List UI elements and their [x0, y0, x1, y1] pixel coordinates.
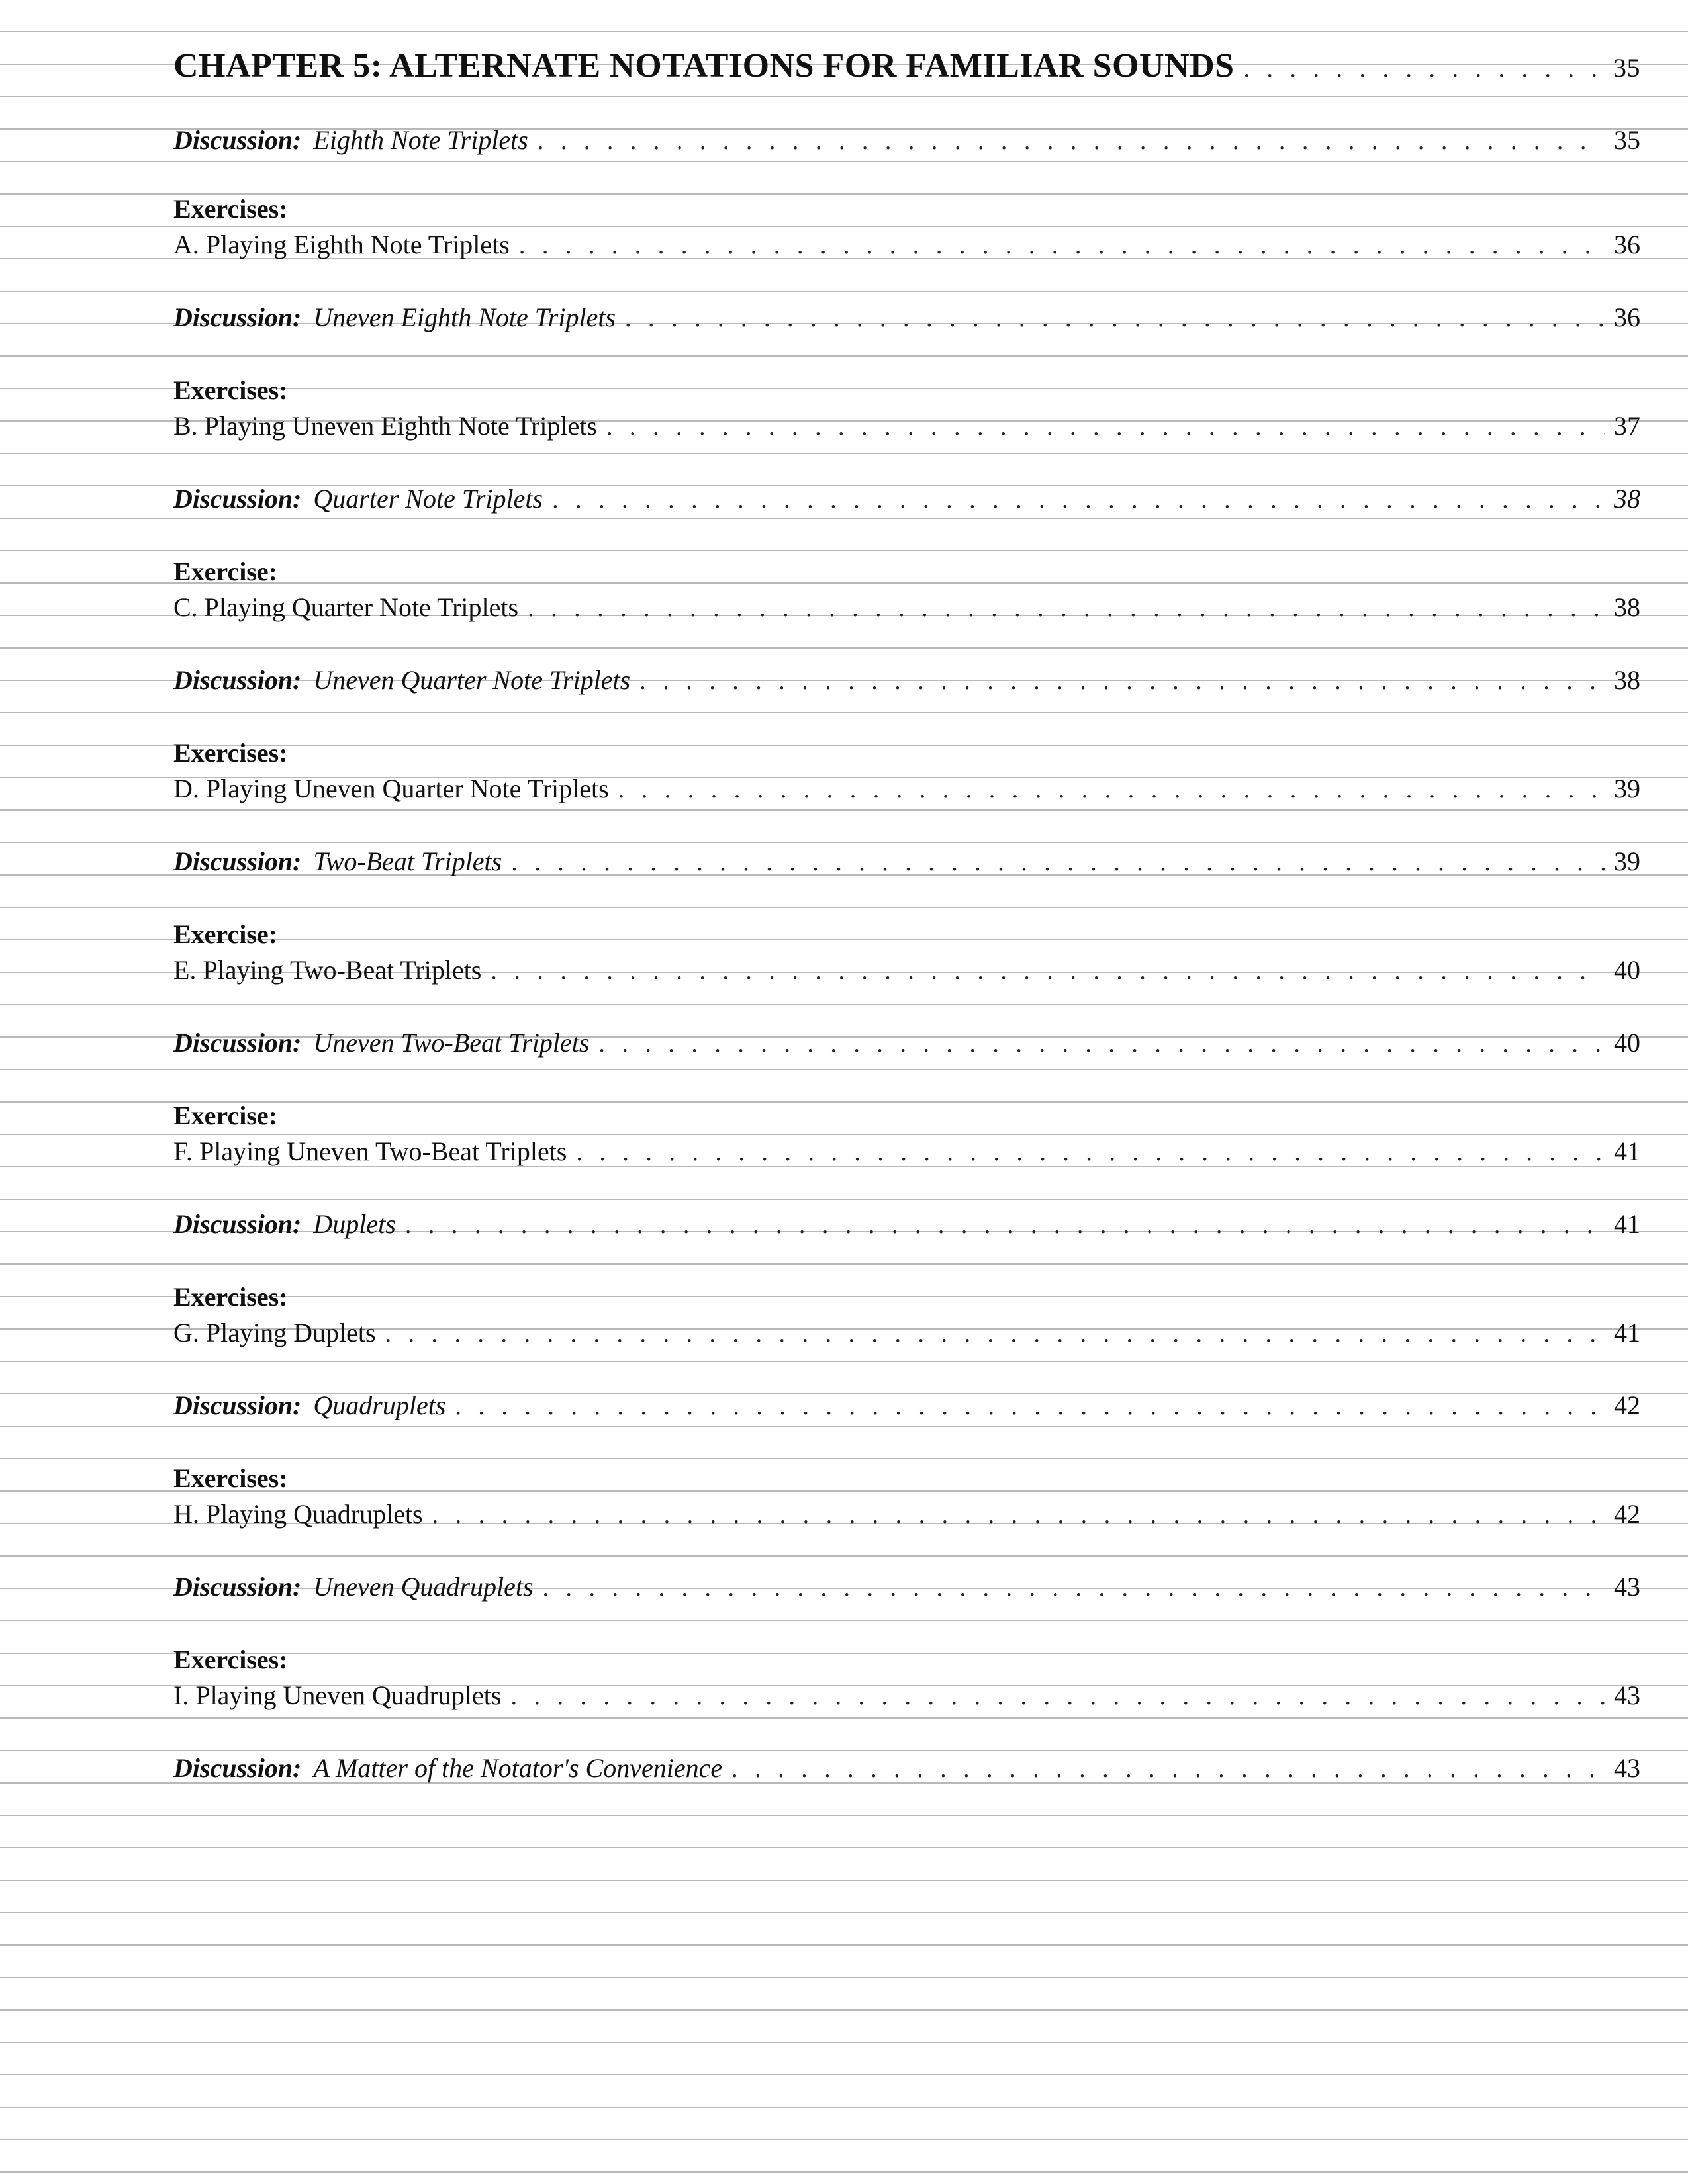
dot-leader — [432, 1500, 1605, 1529]
toc-discussion-row — [173, 1571, 1640, 1602]
discussion-topic: A Matter of the Notator's Convenience — [313, 1753, 723, 1783]
toc-discussion-row — [173, 124, 1640, 156]
dot-leader — [405, 1210, 1605, 1240]
dot-leader — [510, 1682, 1605, 1711]
page-number: 38 — [1614, 665, 1640, 695]
toc-discussion-row — [173, 664, 1640, 696]
page-number: 43 — [1614, 1753, 1640, 1783]
toc-exercises-heading — [173, 1281, 1640, 1312]
toc-exercise-row — [173, 773, 1640, 804]
toc-exercises-heading — [173, 556, 1640, 587]
dot-leader — [731, 1754, 1605, 1784]
dot-leader — [606, 412, 1605, 441]
discussion-label: Discussion: — [173, 302, 302, 332]
toc-exercises-heading — [173, 919, 1640, 950]
discussion-label: Discussion: — [173, 665, 302, 695]
toc-exercise-row — [173, 592, 1640, 623]
page-number: 40 — [1614, 1028, 1640, 1058]
exercise-title: D. Playing Uneven Quarter Note Triplets — [173, 774, 609, 803]
chapter-page-number: 35 — [1613, 53, 1640, 83]
page-number: 43 — [1614, 1680, 1640, 1710]
exercise-title: G. Playing Duplets — [173, 1318, 376, 1347]
exercise-title: E. Playing Two-Beat Triplets — [173, 955, 482, 985]
discussion-topic: Two-Beat Triplets — [313, 846, 502, 876]
dot-leader — [543, 1573, 1605, 1602]
discussion-topic: Uneven Quadruplets — [313, 1572, 534, 1602]
toc-exercises-heading — [173, 375, 1640, 406]
dot-leader — [491, 956, 1605, 985]
discussion-topic: Quadruplets — [313, 1390, 446, 1420]
discussion-topic: Eighth Note Triplets — [313, 125, 528, 155]
exercises-heading-label: Exercise: — [173, 919, 277, 949]
page-number: 42 — [1614, 1499, 1640, 1529]
page-number: 42 — [1614, 1390, 1640, 1420]
exercise-title: C. Playing Quarter Note Triplets — [173, 592, 519, 622]
page-number: 41 — [1614, 1318, 1640, 1347]
page-number: 38 — [1614, 484, 1640, 514]
toc-discussion-row — [173, 302, 1640, 333]
page-number: 35 — [1614, 125, 1640, 155]
exercises-heading-label: Exercises: — [173, 1463, 288, 1493]
exercise-title: F. Playing Uneven Two-Beat Triplets — [173, 1136, 567, 1166]
page-number: 41 — [1614, 1136, 1640, 1166]
toc-exercises-heading — [173, 1644, 1640, 1675]
page-number: 39 — [1614, 774, 1640, 803]
toc-discussion-row — [173, 1390, 1640, 1421]
discussion-topic: Duplets — [313, 1209, 396, 1239]
dot-leader — [552, 485, 1605, 514]
dot-leader — [385, 1319, 1605, 1348]
exercises-heading-label: Exercises: — [173, 1645, 288, 1674]
exercise-title: I. Playing Uneven Quadruplets — [173, 1680, 502, 1710]
exercises-heading-label: Exercise: — [173, 1101, 277, 1130]
exercises-heading-label: Exercises: — [173, 194, 288, 224]
page-number: 36 — [1614, 230, 1640, 259]
page-number: 36 — [1614, 302, 1640, 332]
exercise-title: A. Playing Eighth Note Triplets — [173, 230, 510, 259]
chapter-heading-row — [173, 46, 1640, 85]
dot-leader — [528, 594, 1605, 623]
toc-discussion-row — [173, 1208, 1640, 1240]
chapter-title: CHAPTER 5: ALTERNATE NOTATIONS FOR FAMILIAR SOUNDS — [173, 47, 1235, 85]
dot-leader — [598, 1029, 1605, 1058]
discussion-topic: Uneven Two-Beat Triplets — [313, 1028, 590, 1058]
exercises-heading-label: Exercises: — [173, 1282, 288, 1312]
discussion-topic: Uneven Eighth Note Triplets — [313, 302, 616, 332]
dot-leader — [576, 1138, 1605, 1167]
toc-discussion-row — [173, 1752, 1640, 1784]
toc-discussion-row — [173, 483, 1640, 514]
toc-exercises-heading — [173, 737, 1640, 768]
toc-exercise-row — [173, 229, 1640, 260]
page-number: 38 — [1614, 592, 1640, 622]
discussion-topic: Quarter Note Triplets — [313, 484, 543, 514]
dot-leader — [538, 126, 1605, 156]
dot-leader — [625, 304, 1605, 333]
page-number: 37 — [1614, 411, 1640, 441]
page-number: 40 — [1614, 955, 1640, 985]
toc-discussion-row — [173, 846, 1640, 877]
discussion-label: Discussion: — [173, 846, 302, 876]
toc-exercise-row — [173, 954, 1640, 985]
dot-leader — [1244, 54, 1604, 83]
toc-exercise-row — [173, 1498, 1640, 1529]
discussion-label: Discussion: — [173, 1753, 302, 1783]
dot-leader — [639, 666, 1605, 696]
page-number: 41 — [1614, 1209, 1640, 1239]
page-number: 43 — [1614, 1572, 1640, 1602]
toc-exercises-heading — [173, 1463, 1640, 1494]
dot-leader — [519, 231, 1605, 260]
dot-leader — [511, 848, 1605, 877]
dot-leader — [618, 775, 1605, 804]
dot-leader — [455, 1392, 1605, 1421]
discussion-label: Discussion: — [173, 1028, 302, 1058]
discussion-topic: Uneven Quarter Note Triplets — [313, 665, 631, 695]
toc-exercise-row — [173, 1317, 1640, 1348]
discussion-label: Discussion: — [173, 1572, 302, 1602]
toc-exercise-row — [173, 410, 1640, 441]
exercises-heading-label: Exercises: — [173, 738, 288, 768]
exercises-heading-label: Exercises: — [173, 375, 288, 405]
discussion-label: Discussion: — [173, 1209, 302, 1239]
toc-exercise-row — [173, 1680, 1640, 1711]
exercise-title: B. Playing Uneven Eighth Note Triplets — [173, 411, 597, 441]
exercise-title: H. Playing Quadruplets — [173, 1499, 423, 1529]
page-number: 39 — [1614, 846, 1640, 876]
toc-discussion-row — [173, 1027, 1640, 1058]
toc-exercise-row — [173, 1136, 1640, 1167]
discussion-label: Discussion: — [173, 1390, 302, 1420]
discussion-label: Discussion: — [173, 484, 302, 514]
toc-exercises-heading — [173, 1100, 1640, 1131]
exercises-heading-label: Exercise: — [173, 557, 277, 586]
discussion-label: Discussion: — [173, 125, 302, 155]
toc-exercises-heading — [173, 193, 1640, 224]
